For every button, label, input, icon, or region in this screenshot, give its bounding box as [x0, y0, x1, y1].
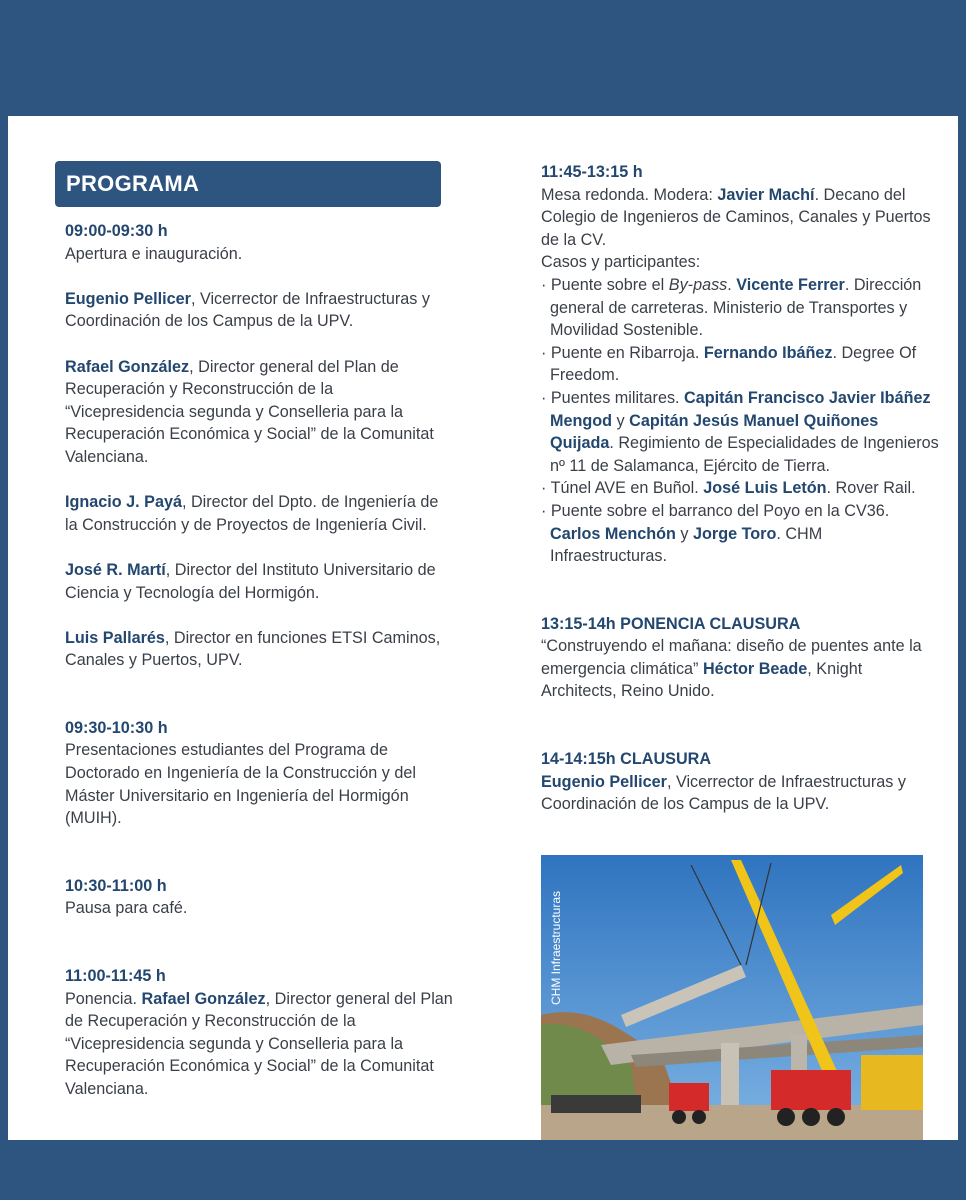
session-description: Apertura e inauguración. — [65, 244, 243, 263]
session-time: 09:00-09:30 h — [65, 222, 168, 240]
session-closing — [541, 748, 941, 816]
photo-credit: CHM Infraestructuras — [549, 890, 563, 1005]
session-description: Pausa para café. — [65, 899, 188, 918]
talk-prefix: Ponencia. — [65, 989, 142, 1008]
speaker-name: Luis Pallarés — [65, 628, 165, 647]
session-description: Presentaciones estudiantes del Programa de Doctorado en Ingeniería de la Construcción y del Máster Universitario en Ingeniería del Hormigón (MUIH). — [65, 741, 416, 828]
photo-illustration — [541, 855, 923, 1140]
case-text: · Puente sobre el barranco del Poyo en la CV36. — [541, 501, 890, 520]
right-column — [541, 161, 941, 816]
session-time: 10:30-11:00 h — [65, 876, 167, 895]
case-text: . Regimiento de Especialidades de Ingenieros nº 11 de Salamanca, Ejército de Tierra. — [550, 434, 939, 475]
speaker-name: Héctor Beade — [702, 659, 808, 678]
case-text: · Puente en Ribarroja. — [541, 343, 704, 362]
speaker-name: Eugenio Pellicer — [541, 772, 667, 791]
session-time: 11:45-13:15 h — [541, 163, 643, 181]
speaker-name: Eugenio Pellicer — [65, 289, 191, 308]
case-item — [541, 387, 941, 477]
participant-name: José Luis Letón — [703, 479, 827, 498]
top-banner — [0, 0, 966, 116]
moderator-role: . Decano del Colegio de Ingenieros de Caminos, Canales y Puertos de la CV. — [541, 185, 931, 249]
speaker-role: , Director del Dpto. de Ingeniería de la Construcción y de Proyectos de Ingeniería Civil. — [65, 493, 439, 534]
speaker-role: , Vicerrector de Infraestructuras y Coordinación de los Campus de la UPV. — [541, 772, 906, 814]
session-time: 14-14:15h CLAUSURA — [541, 750, 712, 769]
speaker-name: José R. Martí — [65, 560, 166, 579]
speaker-entry — [65, 627, 455, 672]
case-item — [541, 274, 941, 342]
case-item — [541, 500, 941, 568]
speaker-role: , Director general del Plan de Recuperación y Reconstrucción de la “Vicepresidencia segunda y Conselleria para la Recuperación Económica y Social” de la Comunitat Valenciana. — [65, 989, 453, 1098]
speaker-entry — [65, 559, 455, 604]
session-description — [541, 635, 941, 703]
cases-heading: Casos y participantes: — [541, 253, 701, 272]
case-text: · Puentes militares. — [541, 388, 685, 407]
session-opening — [65, 220, 455, 265]
speaker-entry — [65, 356, 455, 469]
case-text: . Degree Of Freedom. — [550, 343, 917, 385]
case-text: . Dirección general de carreteras. Ministerio de Transportes y Movilidad Sostenible. — [550, 275, 922, 340]
moderator-line — [541, 184, 941, 252]
session-presentations — [65, 717, 455, 830]
case-item — [541, 477, 941, 500]
case-emphasis: By-pass — [668, 275, 728, 294]
participant-name: Vicente Ferrer — [736, 275, 845, 294]
speaker-entry — [65, 288, 455, 333]
moderator-prefix: Mesa redonda. Modera: — [541, 185, 718, 204]
case-text: . Rover Rail. — [826, 479, 916, 498]
participant-name: Carlos Menchón — [550, 524, 676, 543]
session-time: 13:15-14h PONENCIA CLAUSURA — [541, 614, 801, 633]
session-coffee — [65, 875, 455, 920]
participant-name: Fernando Ibáñez — [703, 343, 833, 362]
case-text: · Puente sobre el — [541, 275, 669, 294]
keynote-title: “Construyendo el mañana: diseño de puentes ante la emergencia climática” — [541, 637, 922, 678]
program-title: PROGRAMA — [55, 161, 441, 207]
session-roundtable — [541, 161, 941, 568]
case-text: . CHM Infraestructuras. — [550, 524, 823, 566]
program-sheet — [8, 116, 958, 1140]
case-text: y — [612, 411, 630, 430]
speaker-role: , Director general del Plan de Recuperación y Reconstrucción de la “Vicepresidencia segunda y Conselleria para la Recuperación Económica y Social” de la Comunitat Valenciana. — [65, 357, 434, 466]
bridge-construction-photo — [541, 855, 923, 1140]
session-description — [65, 988, 455, 1101]
bottom-banner — [0, 1140, 966, 1200]
case-text: . — [727, 275, 737, 294]
left-column — [65, 220, 455, 1101]
session-time: 09:30-10:30 h — [65, 718, 168, 737]
speaker-name: Rafael González — [141, 989, 266, 1008]
speaker-role: , Vicerrector de Infraestructuras y Coordinación de los Campus de la UPV. — [65, 289, 430, 331]
case-text: y — [675, 524, 694, 543]
session-time: 11:00-11:45 h — [65, 967, 166, 986]
moderator-name: Javier Machí — [717, 185, 815, 204]
speaker-role: , Director del Instituto Universitario de Ciencia y Tecnología del Hormigón. — [65, 560, 436, 602]
participant-name: Capitán Francisco Javier Ibáñez Mengod — [550, 388, 931, 430]
case-item — [541, 342, 941, 387]
speaker-name: Ignacio J. Payá — [65, 493, 182, 512]
speaker-name: Rafael González — [65, 357, 190, 376]
speaker-role: , Knight Architects, Reino Unido. — [541, 659, 863, 701]
speaker-entry — [65, 491, 455, 536]
case-text: · Túnel AVE en Buñol. — [541, 479, 704, 498]
session-talk — [65, 965, 455, 1101]
session-keynote — [541, 613, 941, 703]
participant-name: Jorge Toro — [693, 524, 777, 543]
speaker-role: , Director en funciones ETSI Caminos, Canales y Puertos, UPV. — [65, 628, 441, 670]
session-description — [541, 771, 941, 816]
participant-name: Capitán Jesús Manuel Quiñones Quijada — [550, 411, 879, 453]
